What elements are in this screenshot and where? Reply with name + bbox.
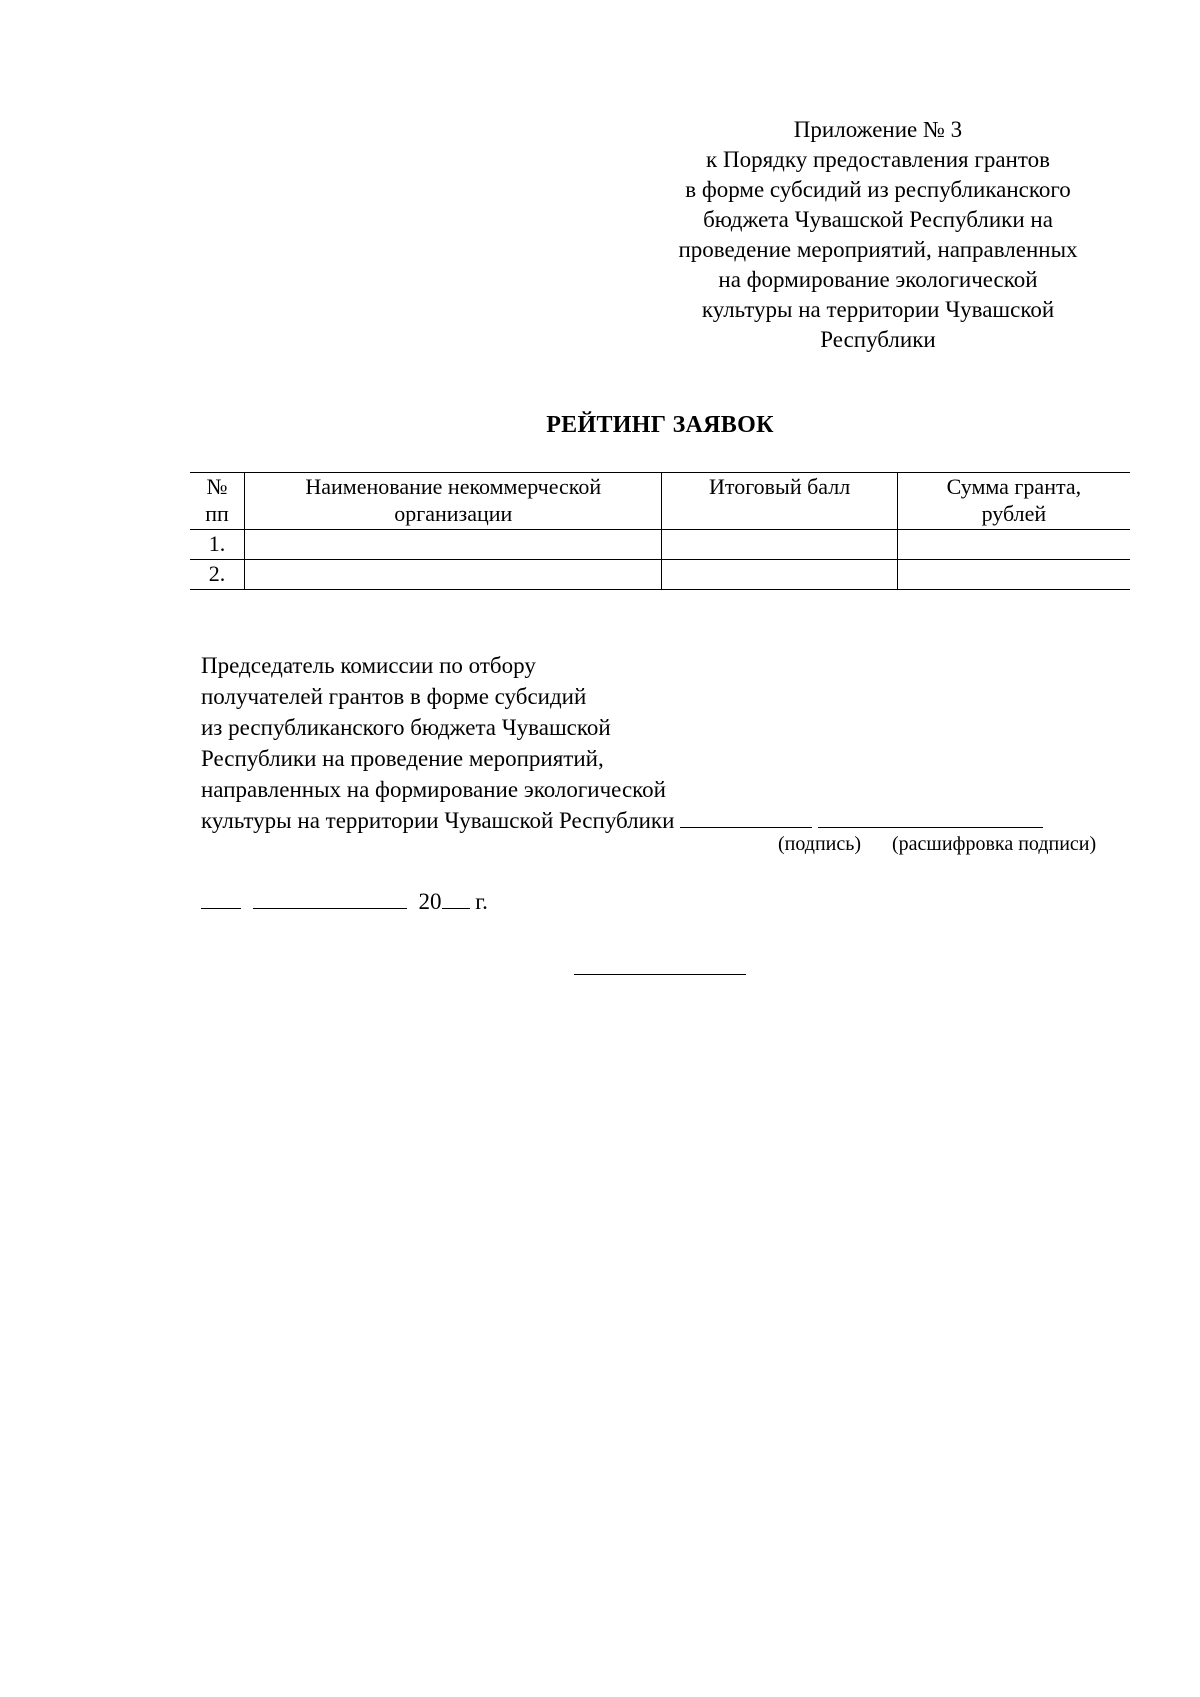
date-year-blank — [442, 886, 470, 909]
signature-line: из республиканского бюджета Чувашской — [201, 715, 611, 740]
signature-last-line — [201, 805, 1043, 836]
signature-line: Республики на проведение мероприятий, — [201, 746, 604, 771]
cell-sum — [897, 560, 1130, 590]
cell-number: 2. — [190, 560, 245, 590]
appendix-line: на формирование экологической — [718, 267, 1038, 292]
cell-name — [245, 560, 662, 590]
appendix-line: Приложение № 3 — [793, 117, 963, 142]
table-row — [190, 560, 1130, 590]
table-row — [190, 530, 1130, 560]
signature-line: культуры на территории Чувашской Республики — [201, 808, 675, 833]
date-month-blank — [253, 886, 407, 909]
appendix-line: бюджета Чувашской Республики на — [703, 207, 1053, 232]
table-header-row — [190, 473, 1130, 530]
appendix-line: культуры на территории Чувашской — [701, 297, 1055, 322]
rating-table — [190, 472, 1130, 590]
appendix-line: к Порядку предоставления грантов — [706, 147, 1050, 172]
header-grant-sum: Сумма гранта, рублей — [897, 473, 1130, 530]
appendix-line: проведение мероприятий, направленных — [678, 237, 1078, 262]
header-number: № пп — [190, 473, 245, 530]
header-organization-name: Наименование некоммерческой организации — [245, 473, 662, 530]
signature-caption: (подпись) — [778, 833, 862, 855]
date-suffix: г. — [475, 889, 488, 914]
document-title: РЕЙТИНГ ЗАЯВОК — [546, 412, 774, 438]
signature-decoding-blank — [818, 805, 1043, 828]
date-year-prefix: 20 — [418, 889, 442, 914]
appendix-line: в форме субсидий из республиканского — [685, 177, 1071, 202]
date-day-blank — [201, 886, 241, 909]
cell-number: 1. — [190, 530, 245, 560]
appendix-header — [648, 115, 1108, 355]
signature-blank — [680, 805, 812, 828]
appendix-line: Республики — [820, 327, 936, 352]
signature-line: получателей грантов в форме субсидий — [201, 684, 587, 709]
signature-line: Председатель комиссии по отбору — [201, 653, 536, 678]
header-total-score: Итоговый балл — [662, 473, 897, 530]
signature-decoding-caption: (расшифровка подписи) — [892, 833, 1097, 855]
cell-score — [662, 530, 897, 560]
signature-line: направленных на формирование экологической — [201, 777, 666, 802]
end-separator — [574, 974, 746, 975]
signature-block — [201, 650, 1043, 836]
cell-score — [662, 560, 897, 590]
cell-name — [245, 530, 662, 560]
date-line — [201, 886, 488, 915]
cell-sum — [897, 530, 1130, 560]
